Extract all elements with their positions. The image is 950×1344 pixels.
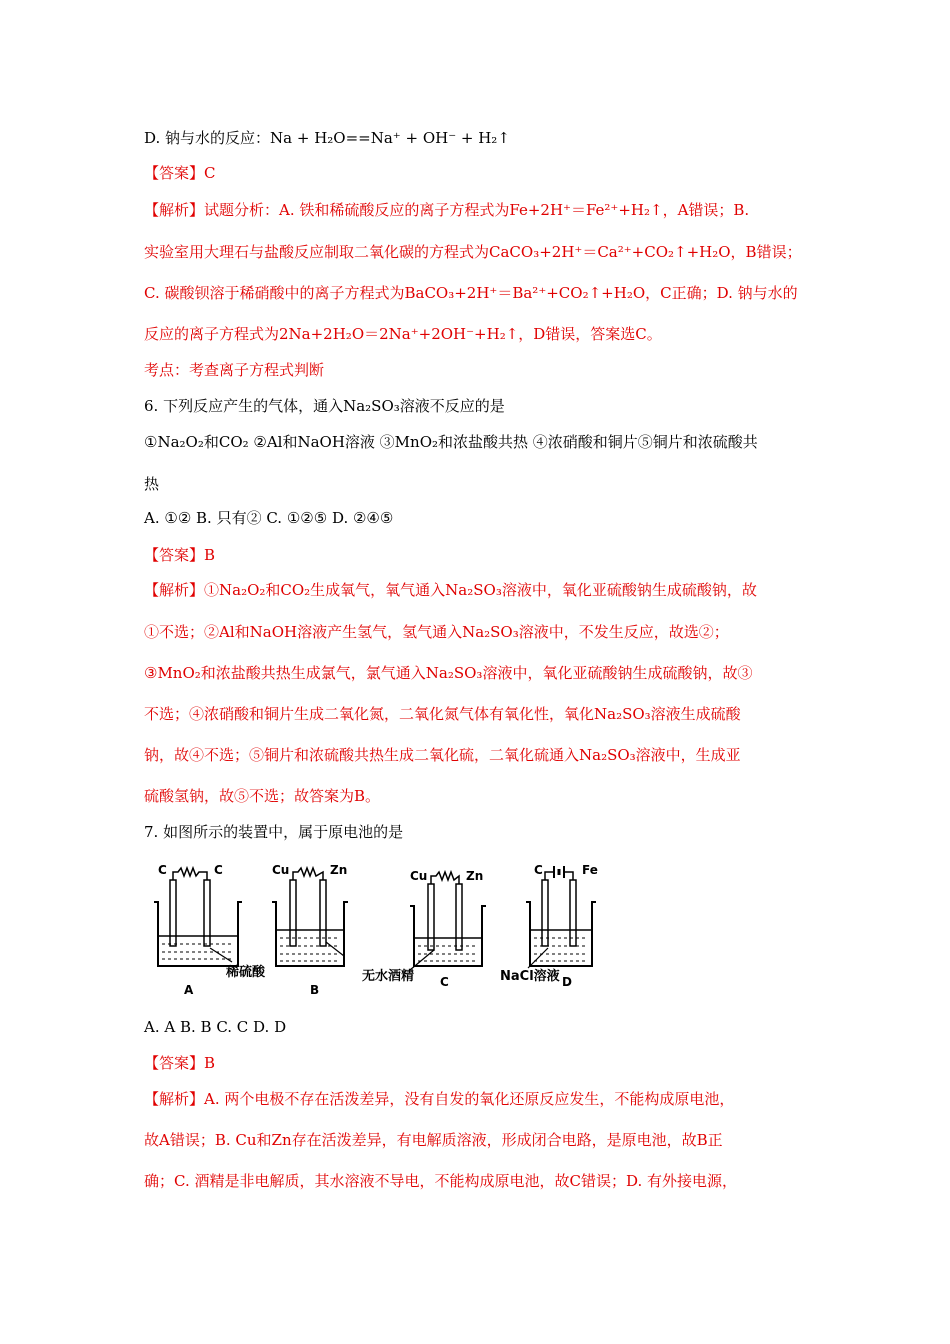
electrode-label-d-right: Fe	[582, 863, 598, 877]
electrode-label-b-left: Cu	[272, 863, 290, 877]
apparatus-diagram	[148, 858, 618, 1003]
text-line: 故A错误；B. Cu和Zn存在活泼差异，有电解质溶液，形成闭合电路，是原电池，故B正	[144, 1131, 723, 1149]
beaker-b	[272, 868, 348, 966]
text-line: ①Na₂O₂和CO₂ ②Al和NaOH溶液 ③MnO₂和浓盐酸共热 ④浓硝酸和铜片⑤铜片和浓硫酸共	[144, 433, 758, 451]
text-line: 确；C. 酒精是非电解质，其水溶液不导电，不能构成原电池，故C错误；D. 有外接电源，	[144, 1172, 737, 1190]
text-line: 【答案】C	[144, 164, 216, 182]
text-line: ①不选；②Al和NaOH溶液产生氢气，氢气通入Na₂SO₃溶液中，不发生反应，故选②；	[144, 623, 729, 641]
text-line: ③MnO₂和浓盐酸共热生成氯气，氯气通入Na₂SO₃溶液中，氧化亚硫酸钠生成硫酸钠，故③	[144, 664, 753, 682]
text-line: 热	[144, 475, 160, 493]
solution-label-nacl: NaCl溶液	[500, 969, 560, 984]
text-line: 【解析】A. 两个电极不存在活泼差异，没有自发的氧化还原反应发生，不能构成原电池，	[144, 1090, 735, 1108]
beaker-d	[526, 866, 596, 968]
electrode-label-d-left: C	[534, 863, 543, 877]
text-line: 不选；④浓硝酸和铜片生成二氧化氮，二氧化氮气体有氧化性，氧化Na₂SO₃溶液生成硫酸	[144, 705, 741, 723]
caption-b: B	[310, 983, 320, 997]
text-line: 6. 下列反应产生的气体，通入Na₂SO₃溶液不反应的是	[144, 397, 505, 415]
solution-label-dilute-sulfuric: 稀硫酸	[226, 965, 266, 980]
text-line: C. 碳酸钡溶于稀硝酸中的离子方程式为BaCO₃+2H⁺＝Ba²⁺+CO₂↑+H₂O，C正确；D. 钠与水的	[144, 284, 798, 302]
electrode-label-c-right: Zn	[466, 869, 484, 883]
text-line: 实验室用大理石与盐酸反应制取二氧化碳的方程式为CaCO₃+2H⁺＝Ca²⁺+CO₂↑+H₂O，B错误；	[144, 243, 802, 261]
caption-c: C	[440, 975, 449, 989]
electrode-label-a-right: C	[214, 863, 223, 877]
text-line: 【答案】B	[144, 546, 216, 564]
text-line: 7. 如图所示的装置中，属于原电池的是	[144, 823, 404, 841]
text-line: A. A B. B C. C D. D	[144, 1018, 287, 1036]
text-line: 硫酸氢钠，故⑤不选；故答案为B。	[144, 787, 381, 805]
caption-d: D	[562, 975, 572, 989]
electrode-label-c-left: Cu	[410, 869, 428, 883]
text-line: 反应的离子方程式为2Na+2H₂O＝2Na⁺+2OH⁻+H₂↑，D错误，答案选C。	[144, 325, 662, 343]
beaker-a	[154, 868, 242, 966]
galvanic-cell-figure	[148, 858, 618, 1003]
text-line: 【解析】①Na₂O₂和CO₂生成氧气，氧气通入Na₂SO₃溶液中，氧化亚硫酸钠生成硫酸钠，故	[144, 581, 757, 599]
text-line: 【解析】试题分析：A. 铁和稀硫酸反应的离子方程式为Fe+2H⁺＝Fe²⁺+H₂↑，A错误；B.	[144, 201, 750, 219]
text-line: 考点：考查离子方程式判断	[144, 361, 325, 379]
text-line: D. 钠与水的反应：Na + H₂O==Na⁺ + OH⁻ + H₂↑	[144, 129, 510, 147]
text-line: 钠，故④不选；⑤铜片和浓硫酸共热生成二氧化硫，二氧化硫通入Na₂SO₃溶液中，生成亚	[144, 746, 741, 764]
beaker-c	[410, 872, 486, 970]
caption-a: A	[184, 983, 194, 997]
electrode-label-a-left: C	[158, 863, 167, 877]
text-line: 【答案】B	[144, 1054, 216, 1072]
solution-label-anhydrous-ethanol: 无水酒精	[362, 969, 415, 984]
text-line: A. ①② B. 只有② C. ①②⑤ D. ②④⑤	[144, 509, 394, 527]
electrode-label-b-right: Zn	[330, 863, 348, 877]
